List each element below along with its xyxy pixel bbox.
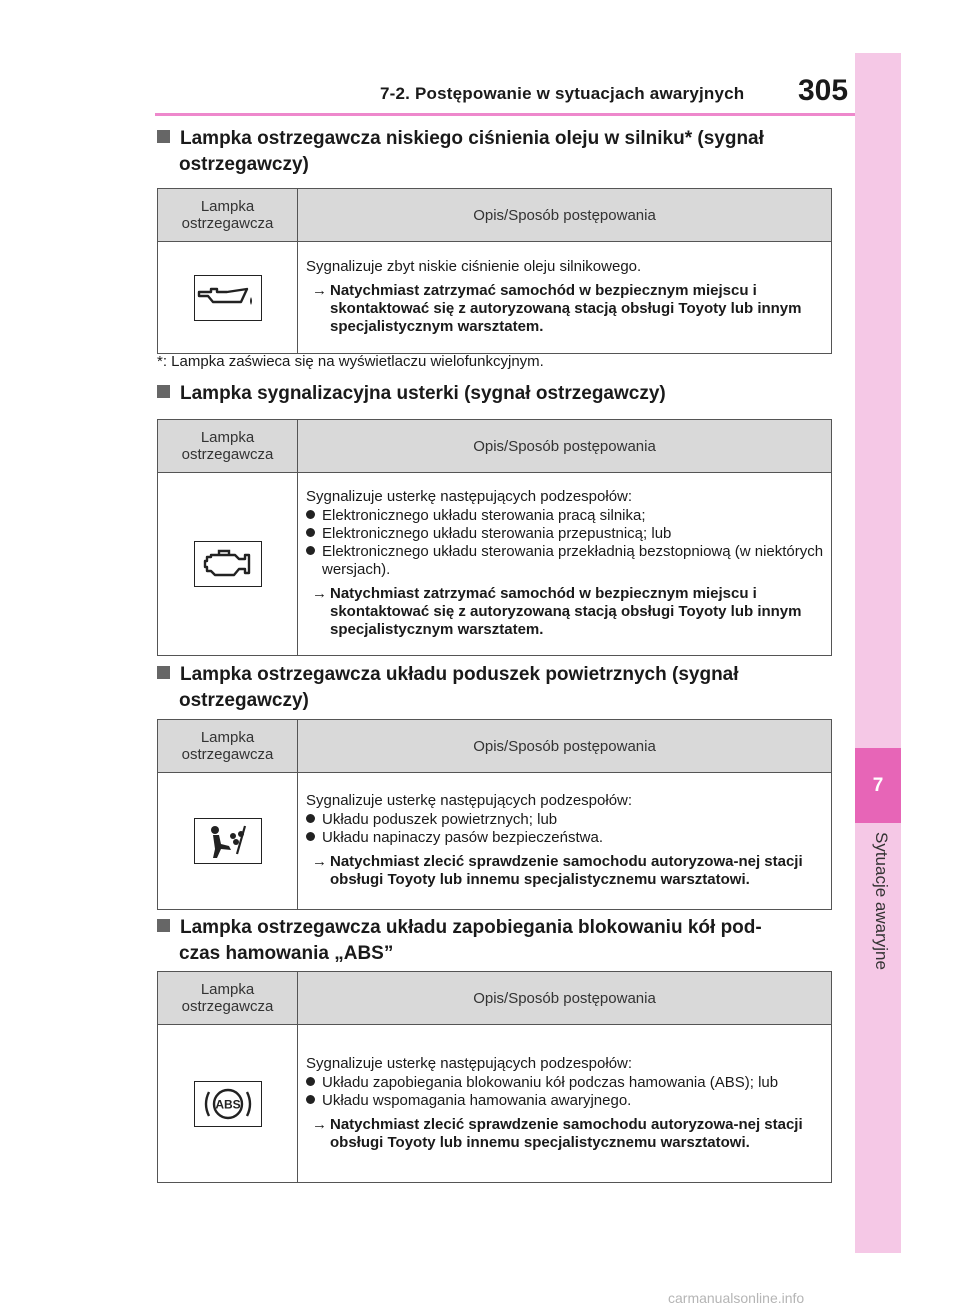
list-item: Układu zapobiegania blokowaniu kół podczas hamowania (ABS); lub <box>306 1074 825 1092</box>
column-header-description: Opis/Sposób postępowania <box>298 420 832 473</box>
warning-table <box>157 719 832 910</box>
warning-table <box>157 188 832 354</box>
check-engine-icon <box>194 541 262 587</box>
airbag-icon <box>194 818 262 864</box>
action-text: → Natychmiast zatrzymać samochód w bezpiecznym miejscu i skontaktować się z autoryzowaną stacją obsługi Toyoty lub innym specjalistycznym warsztatem. <box>312 282 802 335</box>
heading-bullet-icon <box>157 385 170 398</box>
bullet-icon <box>306 814 315 823</box>
warning-table <box>157 419 832 656</box>
description-text: Sygnalizuje usterkę następujących podzespołów: <box>306 1054 633 1072</box>
column-header-description: Opis/Sposób postępowania <box>298 972 832 1025</box>
table-row <box>158 473 832 656</box>
header-divider <box>155 113 855 116</box>
list-item: Elektronicznego układu sterowania pracą silnika; <box>306 507 825 525</box>
bullet-icon <box>306 1077 315 1086</box>
description-text: Sygnalizuje usterkę następujących podzespołów: <box>306 792 633 809</box>
section-title: 7-2. Postępowanie w sytuacjach awaryjnych <box>380 84 745 103</box>
warning-table <box>157 971 832 1183</box>
bullet-icon <box>306 1095 315 1104</box>
list-item: Układu napinaczy pasów bezpieczeństwa. <box>306 829 825 847</box>
section-heading: Lampka ostrzegawcza układu zapobiegania blokowaniu kół pod- czas hamowania „ABS” <box>157 915 797 967</box>
heading-bullet-icon <box>157 666 170 679</box>
list-item: Układu wspomagania hamowania awaryjnego. <box>306 1092 825 1110</box>
column-header-description: Opis/Sposób postępowania <box>298 189 832 242</box>
description-text: Sygnalizuje zbyt niskie ciśnienie oleju silnikowego. <box>306 258 642 275</box>
list-item: Układu poduszek powietrznych; lub <box>306 811 825 829</box>
bullet-icon <box>306 528 315 537</box>
action-text: → Natychmiast zatrzymać samochód w bezpiecznym miejscu i skontaktować się z autoryzowaną stacją obsługi Toyoty lub innym specjalistycznym warsztatem. <box>312 585 802 638</box>
chapter-label: Sytuacje awaryjne <box>872 832 891 970</box>
column-header-description: Opis/Sposób postępowania <box>298 720 832 773</box>
table-row <box>158 242 832 354</box>
section-heading: Lampka ostrzegawcza niskiego ciśnienia oleju w silniku* (sygnał ostrzegawczy) <box>157 126 797 178</box>
list-item: Elektronicznego układu sterowania przekładnią bezstopniową (w niektórych wersjach). <box>306 543 825 579</box>
arrow-icon: → <box>312 853 327 870</box>
chapter-side-tab <box>855 53 901 1253</box>
abs-icon <box>194 1081 262 1127</box>
description-text: Sygnalizuje usterkę następujących podzespołów: <box>306 488 633 505</box>
bullet-icon <box>306 510 315 519</box>
abs-icon-label: ABS <box>214 1097 241 1111</box>
section-heading: Lampka sygnalizacyjna usterki (sygnał ostrzegawczy) <box>157 381 797 407</box>
arrow-icon: → <box>312 282 327 299</box>
table-row <box>158 773 832 910</box>
page-number: 305 <box>798 74 849 107</box>
heading-bullet-icon <box>157 919 170 932</box>
heading-bullet-icon <box>157 130 170 143</box>
arrow-icon: → <box>312 585 327 602</box>
oil-pressure-icon <box>194 275 262 321</box>
column-header-lamp: Lampka ostrzegawcza <box>158 189 298 242</box>
bullet-icon <box>306 832 315 841</box>
action-text: → Natychmiast zlecić sprawdzenie samochodu autoryzowa-nej stacji obsługi Toyoty lub innemu specjalistycznemu warsztatowi. <box>312 853 803 888</box>
action-text: → Natychmiast zlecić sprawdzenie samochodu autoryzowa-nej stacji obsługi Toyoty lub innemu specjalistycznemu warsztatowi. <box>312 1115 803 1151</box>
section-heading: Lampka ostrzegawcza układu poduszek powietrznych (sygnał ostrzegawczy) <box>157 662 797 714</box>
column-header-lamp: Lampka ostrzegawcza <box>158 972 298 1025</box>
column-header-lamp: Lampka ostrzegawcza <box>158 720 298 773</box>
watermark: carmanualsonline.info <box>668 1290 805 1306</box>
chapter-number: 7 <box>855 748 901 823</box>
footnote: *: Lampka zaświeca się na wyświetlaczu wielofunkcyjnym. <box>157 353 544 370</box>
list-item: Elektronicznego układu sterowania przepustnicą; lub <box>306 525 825 543</box>
arrow-icon: → <box>312 1115 327 1133</box>
bullet-icon <box>306 546 315 555</box>
column-header-lamp: Lampka ostrzegawcza <box>158 420 298 473</box>
table-row <box>158 1025 832 1183</box>
